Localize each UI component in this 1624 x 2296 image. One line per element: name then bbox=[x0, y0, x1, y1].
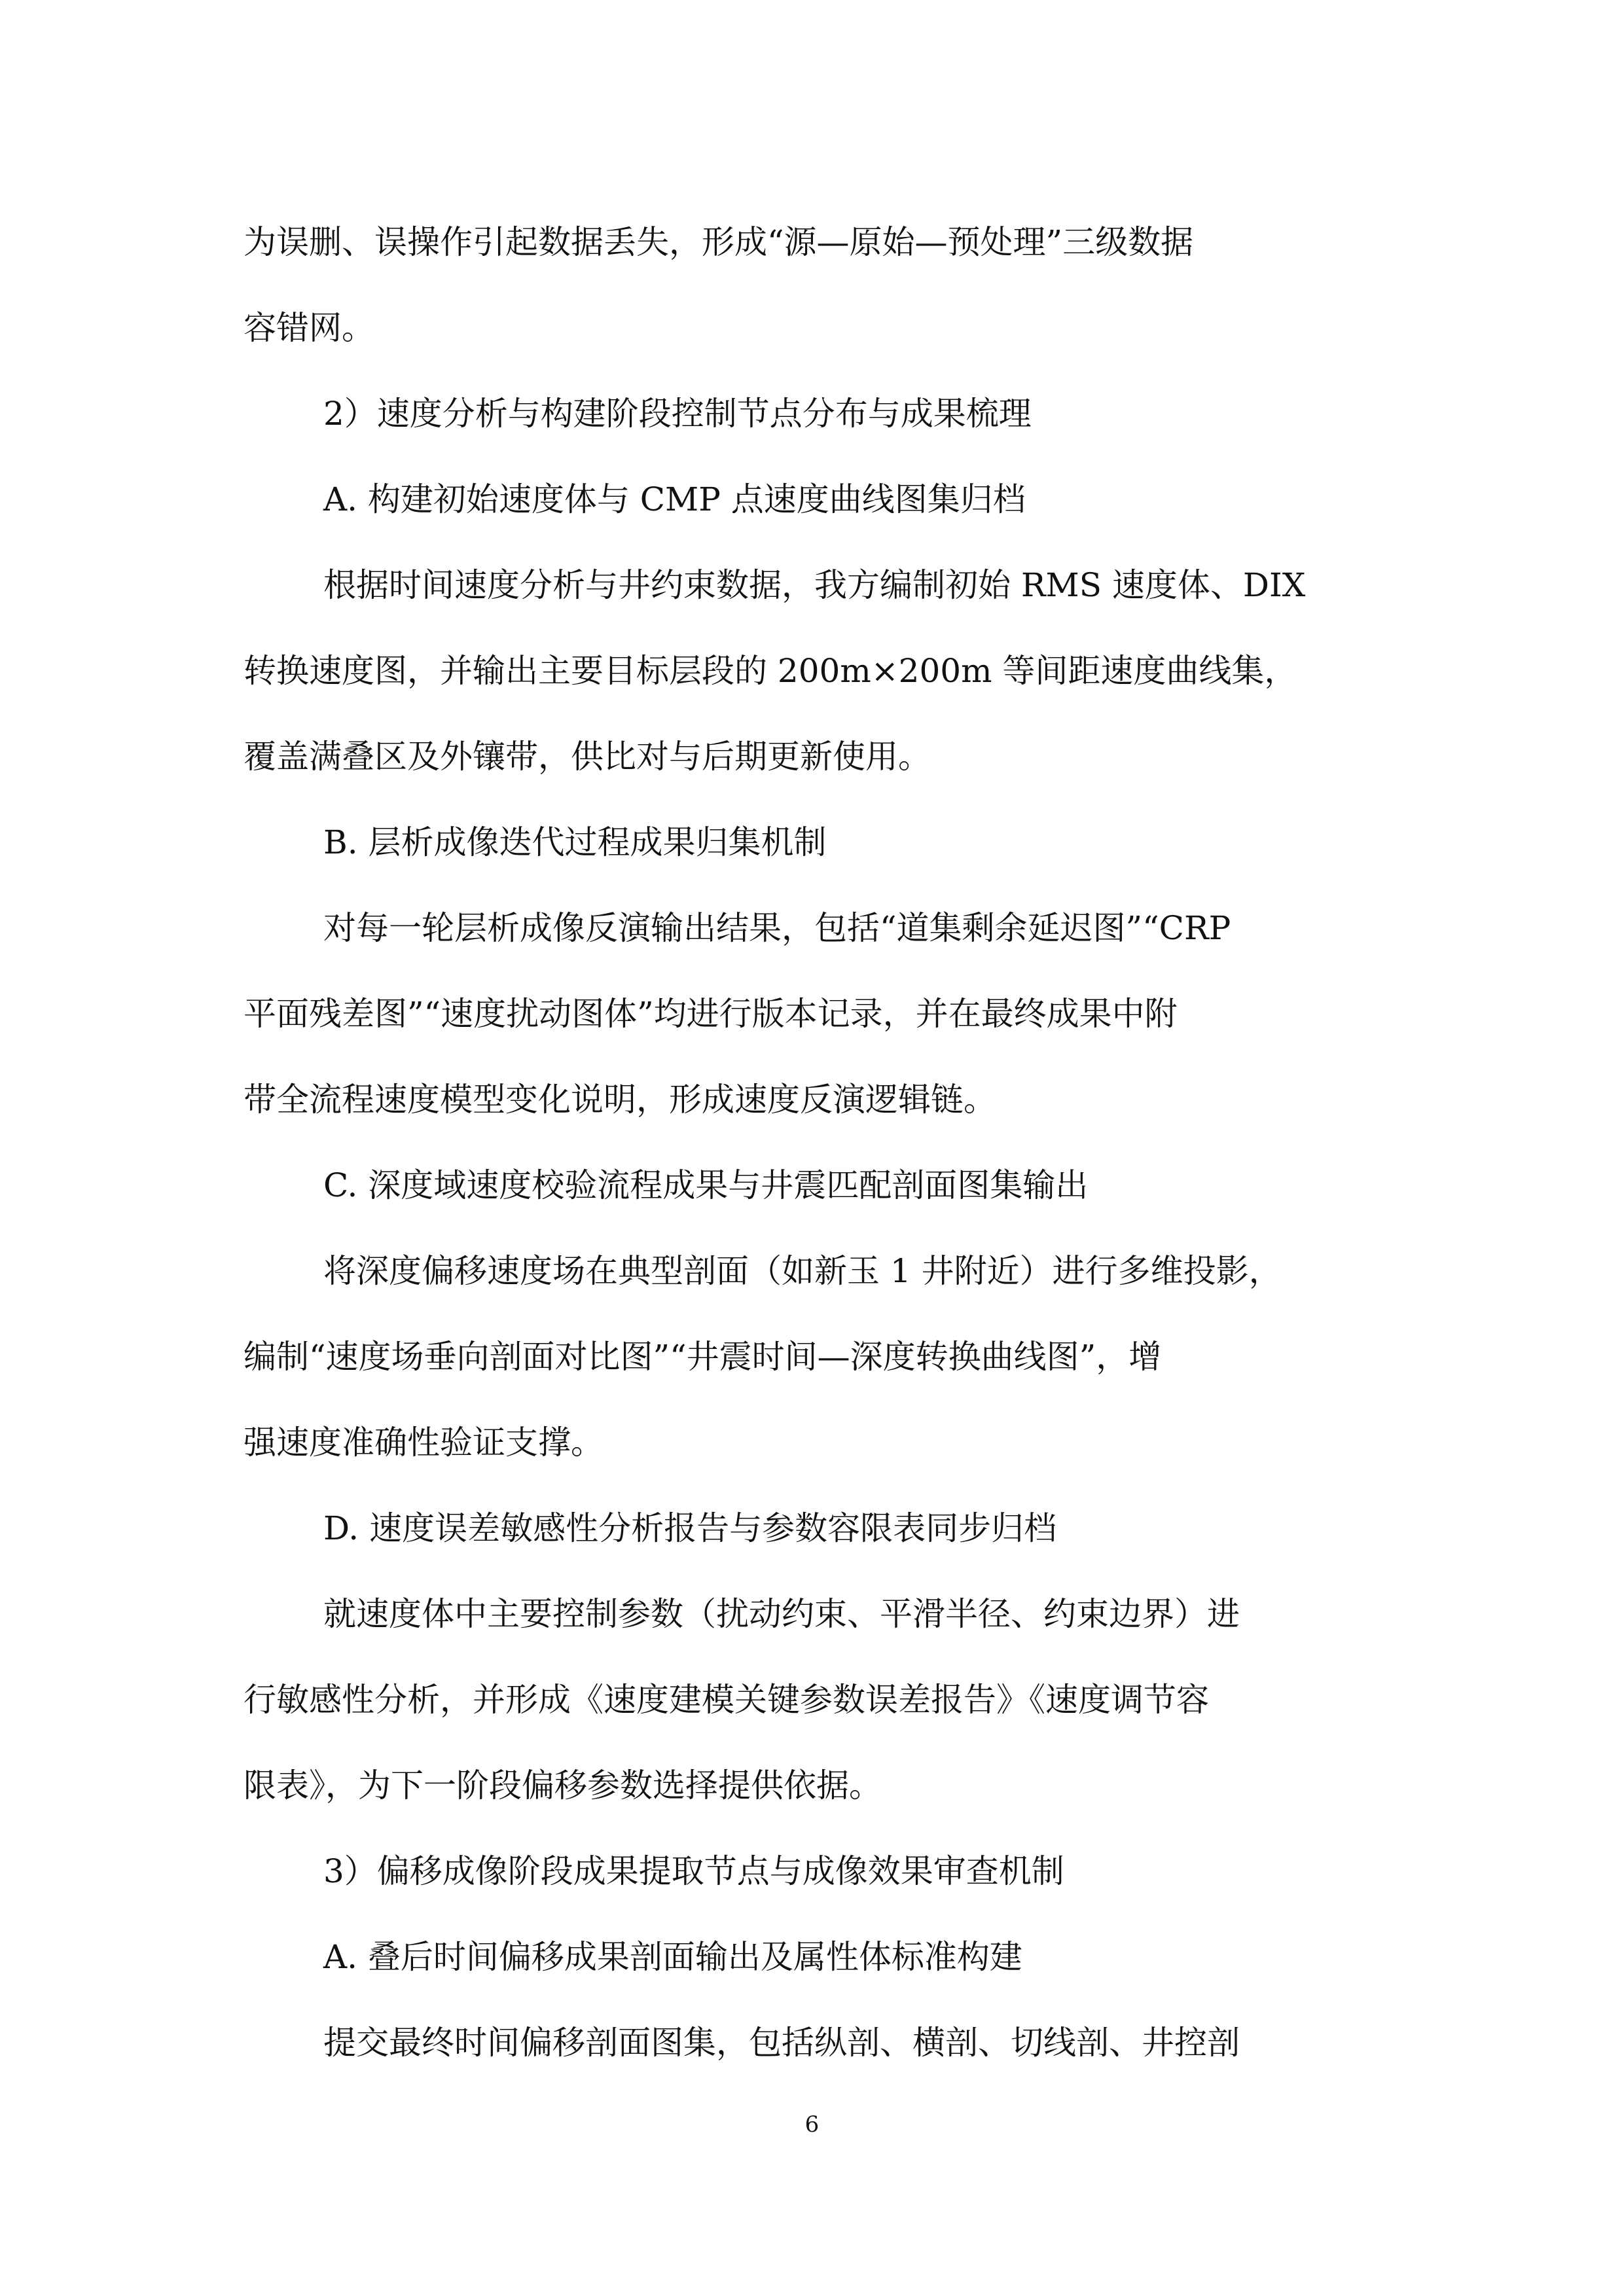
text-line: 带全流程速度模型变化说明，形成速度反演逻辑链。 bbox=[244, 1081, 996, 1119]
section-heading: 3）偏移成像阶段成果提取节点与成像效果审查机制 bbox=[323, 1852, 1064, 1890]
text-line: 对每一轮层析成像反演输出结果，包括“道集剩余延迟图”“CRP bbox=[323, 909, 1231, 947]
text-line: 转换速度图，并输出主要目标层段的 200m×200m 等间距速度曲线集， bbox=[244, 652, 1297, 690]
text-line: 强速度准确性验证支撑。 bbox=[244, 1424, 604, 1462]
subsection-heading: D. 速度误差敏感性分析报告与参数容限表同步归档 bbox=[323, 1509, 1057, 1547]
text-line: 行敏感性分析，并形成《速度建模关键参数误差报告》《速度调节容 bbox=[244, 1681, 1209, 1719]
text-line: 覆盖满叠区及外镶带，供比对与后期更新使用。 bbox=[244, 738, 931, 776]
text-line: 根据时间速度分析与井约束数据，我方编制初始 RMS 速度体、DIX bbox=[323, 566, 1306, 604]
subsection-heading: A. 构建初始速度体与 CMP 点速度曲线图集归档 bbox=[323, 480, 1026, 518]
text-line: 平面残差图”“速度扰动图体”均进行版本记录，并在最终成果中附 bbox=[244, 995, 1178, 1033]
text-line: 限表》，为下一阶段偏移参数选择提供依据。 bbox=[244, 1767, 882, 1804]
text-line: 提交最终时间偏移剖面图集，包括纵剖、横剖、切线剖、井控剖 bbox=[323, 2024, 1240, 2062]
subsection-heading: B. 层析成像迭代过程成果归集机制 bbox=[323, 823, 827, 861]
text-line: 编制“速度场垂向剖面对比图”“井震时间—深度转换曲线图”，增 bbox=[244, 1338, 1162, 1376]
page-number: 6 bbox=[804, 2111, 820, 2138]
text-line: 为误删、误操作引起数据丢失，形成“源—原始—预处理”三级数据 bbox=[244, 223, 1194, 261]
text-line: 将深度偏移速度场在典型剖面（如新玉 1 井附近）进行多维投影， bbox=[323, 1252, 1282, 1290]
subsection-heading: A. 叠后时间偏移成果剖面输出及属性体标准构建 bbox=[323, 1938, 1022, 1976]
text-line: 就速度体中主要控制参数（扰动约束、平滑半径、约束边界）进 bbox=[323, 1595, 1240, 1633]
section-heading: 2）速度分析与构建阶段控制节点分布与成果梳理 bbox=[323, 395, 1032, 433]
body-text bbox=[244, 200, 1382, 2086]
subsection-heading: C. 深度域速度校验流程成果与井震匹配剖面图集输出 bbox=[323, 1166, 1089, 1204]
text-line: 容错网。 bbox=[244, 309, 374, 347]
